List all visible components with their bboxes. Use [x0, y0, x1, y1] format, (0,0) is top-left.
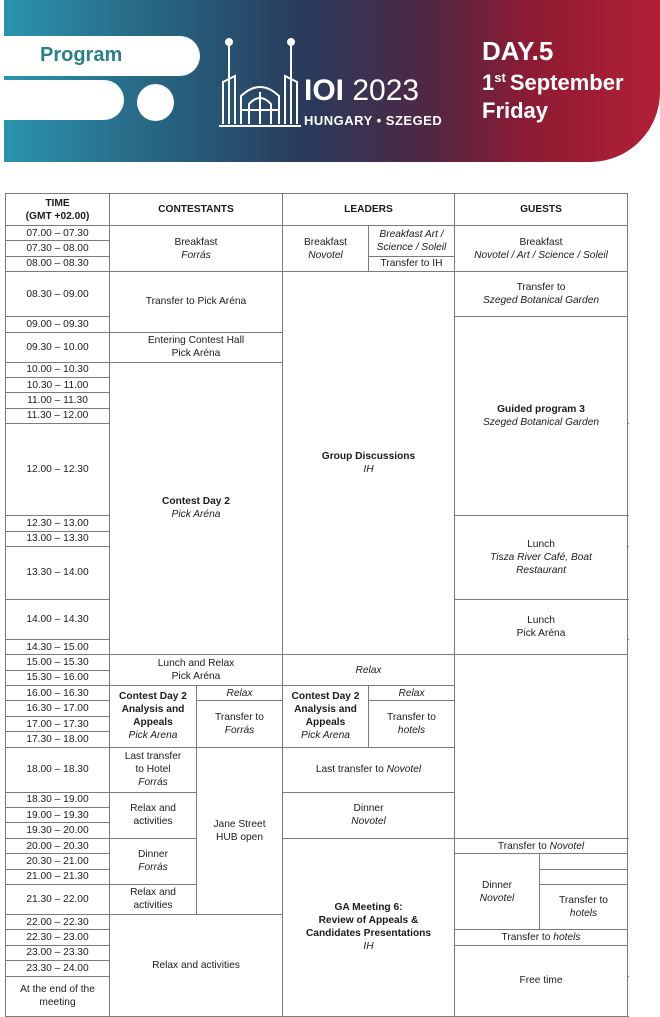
- time-cell: 08.30 – 09.00: [6, 272, 110, 317]
- time-cell: 13.00 – 13.30: [6, 531, 110, 546]
- time-cell: 11.30 – 12.00: [6, 408, 110, 423]
- decorative-dot: [137, 84, 174, 121]
- time-header: TIME (GMT +02.00): [6, 194, 110, 226]
- time-cell: 20.30 – 21.00: [6, 854, 110, 869]
- guests-transfer-garden: Transfer to Szeged Botanical Garden: [455, 272, 628, 317]
- time-cell: 17.30 – 18.00: [6, 732, 110, 747]
- leaders-header: LEADERS: [283, 194, 455, 226]
- time-cell: 10.00 – 10.30: [6, 362, 110, 377]
- table-row: [6, 838, 628, 853]
- time-cell: 22.00 – 22.30: [6, 914, 110, 929]
- leaders-analysis: Contest Day 2 Analysis and Appeals Pick Arena: [283, 686, 369, 748]
- leaders-ga-meeting: GA Meeting 6: Review of Appeals & Candidates Presentations IH: [283, 838, 455, 1016]
- contestants-contest-day: Contest Day 2 Pick Aréna: [110, 362, 283, 655]
- table-row: [6, 686, 628, 701]
- time-cell: 10.30 – 11.00: [6, 377, 110, 392]
- time-cell: 09.30 – 10.00: [6, 332, 110, 362]
- leaders-transfer-hotels: Transfer to hotels: [369, 701, 455, 747]
- time-cell: 20.00 – 20.30: [6, 838, 110, 853]
- time-cell: 07.00 – 07.30: [6, 226, 110, 241]
- leaders-breakfast-art: Breakfast Art / Science / Soleil: [369, 226, 455, 257]
- ioi-logo-icon: [219, 36, 301, 132]
- contestants-dinner: Dinner Forrás: [110, 838, 197, 884]
- leaders-breakfast: Breakfast Novotel: [283, 226, 369, 272]
- time-cell: 15.30 – 16.00: [6, 670, 110, 685]
- guests-free-time-2: Free time: [455, 945, 628, 1016]
- leaders-transfer-ih: Transfer to IH: [369, 256, 455, 271]
- event-title: IOI 2023: [304, 74, 420, 107]
- time-cell: 14.00 – 14.30: [6, 599, 110, 639]
- time-cell: 16.00 – 16.30: [6, 686, 110, 701]
- contestants-relax-activities-2: Relax and activities: [110, 884, 197, 914]
- leaders-last-transfer: Last transfer to Novotel: [283, 747, 455, 792]
- contestants-jane-street: Jane Street HUB open: [197, 747, 283, 914]
- guests-header: GUESTS: [455, 194, 628, 226]
- time-cell: 13.30 – 14.00: [6, 546, 110, 599]
- leaders-group-discussions: Group Discussions IH: [283, 272, 455, 655]
- guests-empty-cell: [540, 854, 628, 869]
- contestants-transfer-pick: Transfer to Pick Aréna: [110, 272, 283, 332]
- time-cell: 19.00 – 19.30: [6, 808, 110, 823]
- contestants-last-transfer: Last transfer to Hotel Forrás: [110, 747, 197, 792]
- contestants-relax: Relax: [197, 686, 283, 701]
- time-cell: 21.30 – 22.00: [6, 884, 110, 914]
- guests-breakfast: Breakfast Novotel / Art / Science / Soleil: [455, 226, 628, 272]
- contestants-lunch-relax: Lunch and Relax Pick Aréna: [110, 655, 283, 686]
- guests-transfer-hotels-2: Transfer to hotels: [540, 884, 628, 929]
- contestants-header: CONTESTANTS: [110, 194, 283, 226]
- leaders-dinner: Dinner Novotel: [283, 792, 455, 838]
- program-pill: [4, 36, 200, 76]
- table-row: [6, 747, 628, 792]
- header-row: [6, 194, 628, 226]
- time-cell: 08.00 – 08.30: [6, 256, 110, 271]
- time-cell: 12.30 – 13.00: [6, 516, 110, 531]
- time-cell: 23.30 – 24.00: [6, 961, 110, 976]
- contestants-relax-activities-final: Relax and activities: [110, 914, 283, 1016]
- time-cell: 09.00 – 09.30: [6, 317, 110, 332]
- leaders-lunch: Lunch Pick Aréna: [455, 599, 628, 654]
- date-label: 1st September: [482, 70, 624, 95]
- time-cell-end: At the end of the meeting: [6, 976, 110, 1016]
- header-banner: [4, 0, 660, 162]
- guests-dinner: Dinner Novotel: [455, 854, 540, 930]
- guests-guided-program: Guided program 3 Szeged Botanical Garden: [455, 317, 628, 516]
- time-cell: 19.30 – 20.00: [6, 823, 110, 838]
- contestants-relax-activities: Relax and activities: [110, 792, 197, 838]
- guests-empty-cell: [540, 869, 628, 884]
- decorative-pill: [4, 80, 124, 120]
- guests-lunch: Lunch Tisza River Café, Boat Restaurant: [455, 516, 628, 600]
- leaders-relax: Relax: [283, 655, 455, 686]
- time-cell: 18.30 – 19.00: [6, 792, 110, 807]
- time-cell: 18.00 – 18.30: [6, 747, 110, 792]
- program-label: Program: [40, 44, 123, 66]
- time-cell: 22.30 – 23.00: [6, 930, 110, 945]
- time-cell: 14.30 – 15.00: [6, 639, 110, 654]
- guests-transfer-novotel: Transfer to Novotel: [455, 838, 628, 853]
- event-subtitle: HUNGARY • SZEGED: [304, 113, 443, 128]
- weekday-label: Friday: [482, 98, 549, 123]
- time-cell: 17.00 – 17.30: [6, 716, 110, 731]
- table-row: [6, 792, 628, 807]
- contestants-breakfast: Breakfast Forrás: [110, 226, 283, 272]
- time-cell: 07.30 – 08.00: [6, 241, 110, 256]
- contestants-transfer-forras: Transfer to Forrás: [197, 701, 283, 747]
- time-cell: 12.00 – 12.30: [6, 424, 110, 516]
- leaders-relax-small: Relax: [369, 686, 455, 701]
- contestants-entering-hall: Entering Contest Hall Pick Aréna: [110, 332, 283, 362]
- day-label: DAY.5: [482, 36, 554, 66]
- time-cell: 23.00 – 23.30: [6, 945, 110, 960]
- time-cell: 11.00 – 11.30: [6, 393, 110, 408]
- time-cell: 15.00 – 15.30: [6, 655, 110, 670]
- time-cell: 21.00 – 21.30: [6, 869, 110, 884]
- contestants-analysis: Contest Day 2 Analysis and Appeals Pick Arena: [110, 686, 197, 748]
- guests-transfer-hotels-3: Transfer to hotels: [455, 930, 628, 945]
- table-row: [6, 272, 628, 317]
- schedule-table: [5, 193, 628, 1017]
- table-row: [6, 655, 628, 670]
- table-row: [6, 226, 628, 241]
- time-cell: 16.30 – 17.00: [6, 701, 110, 716]
